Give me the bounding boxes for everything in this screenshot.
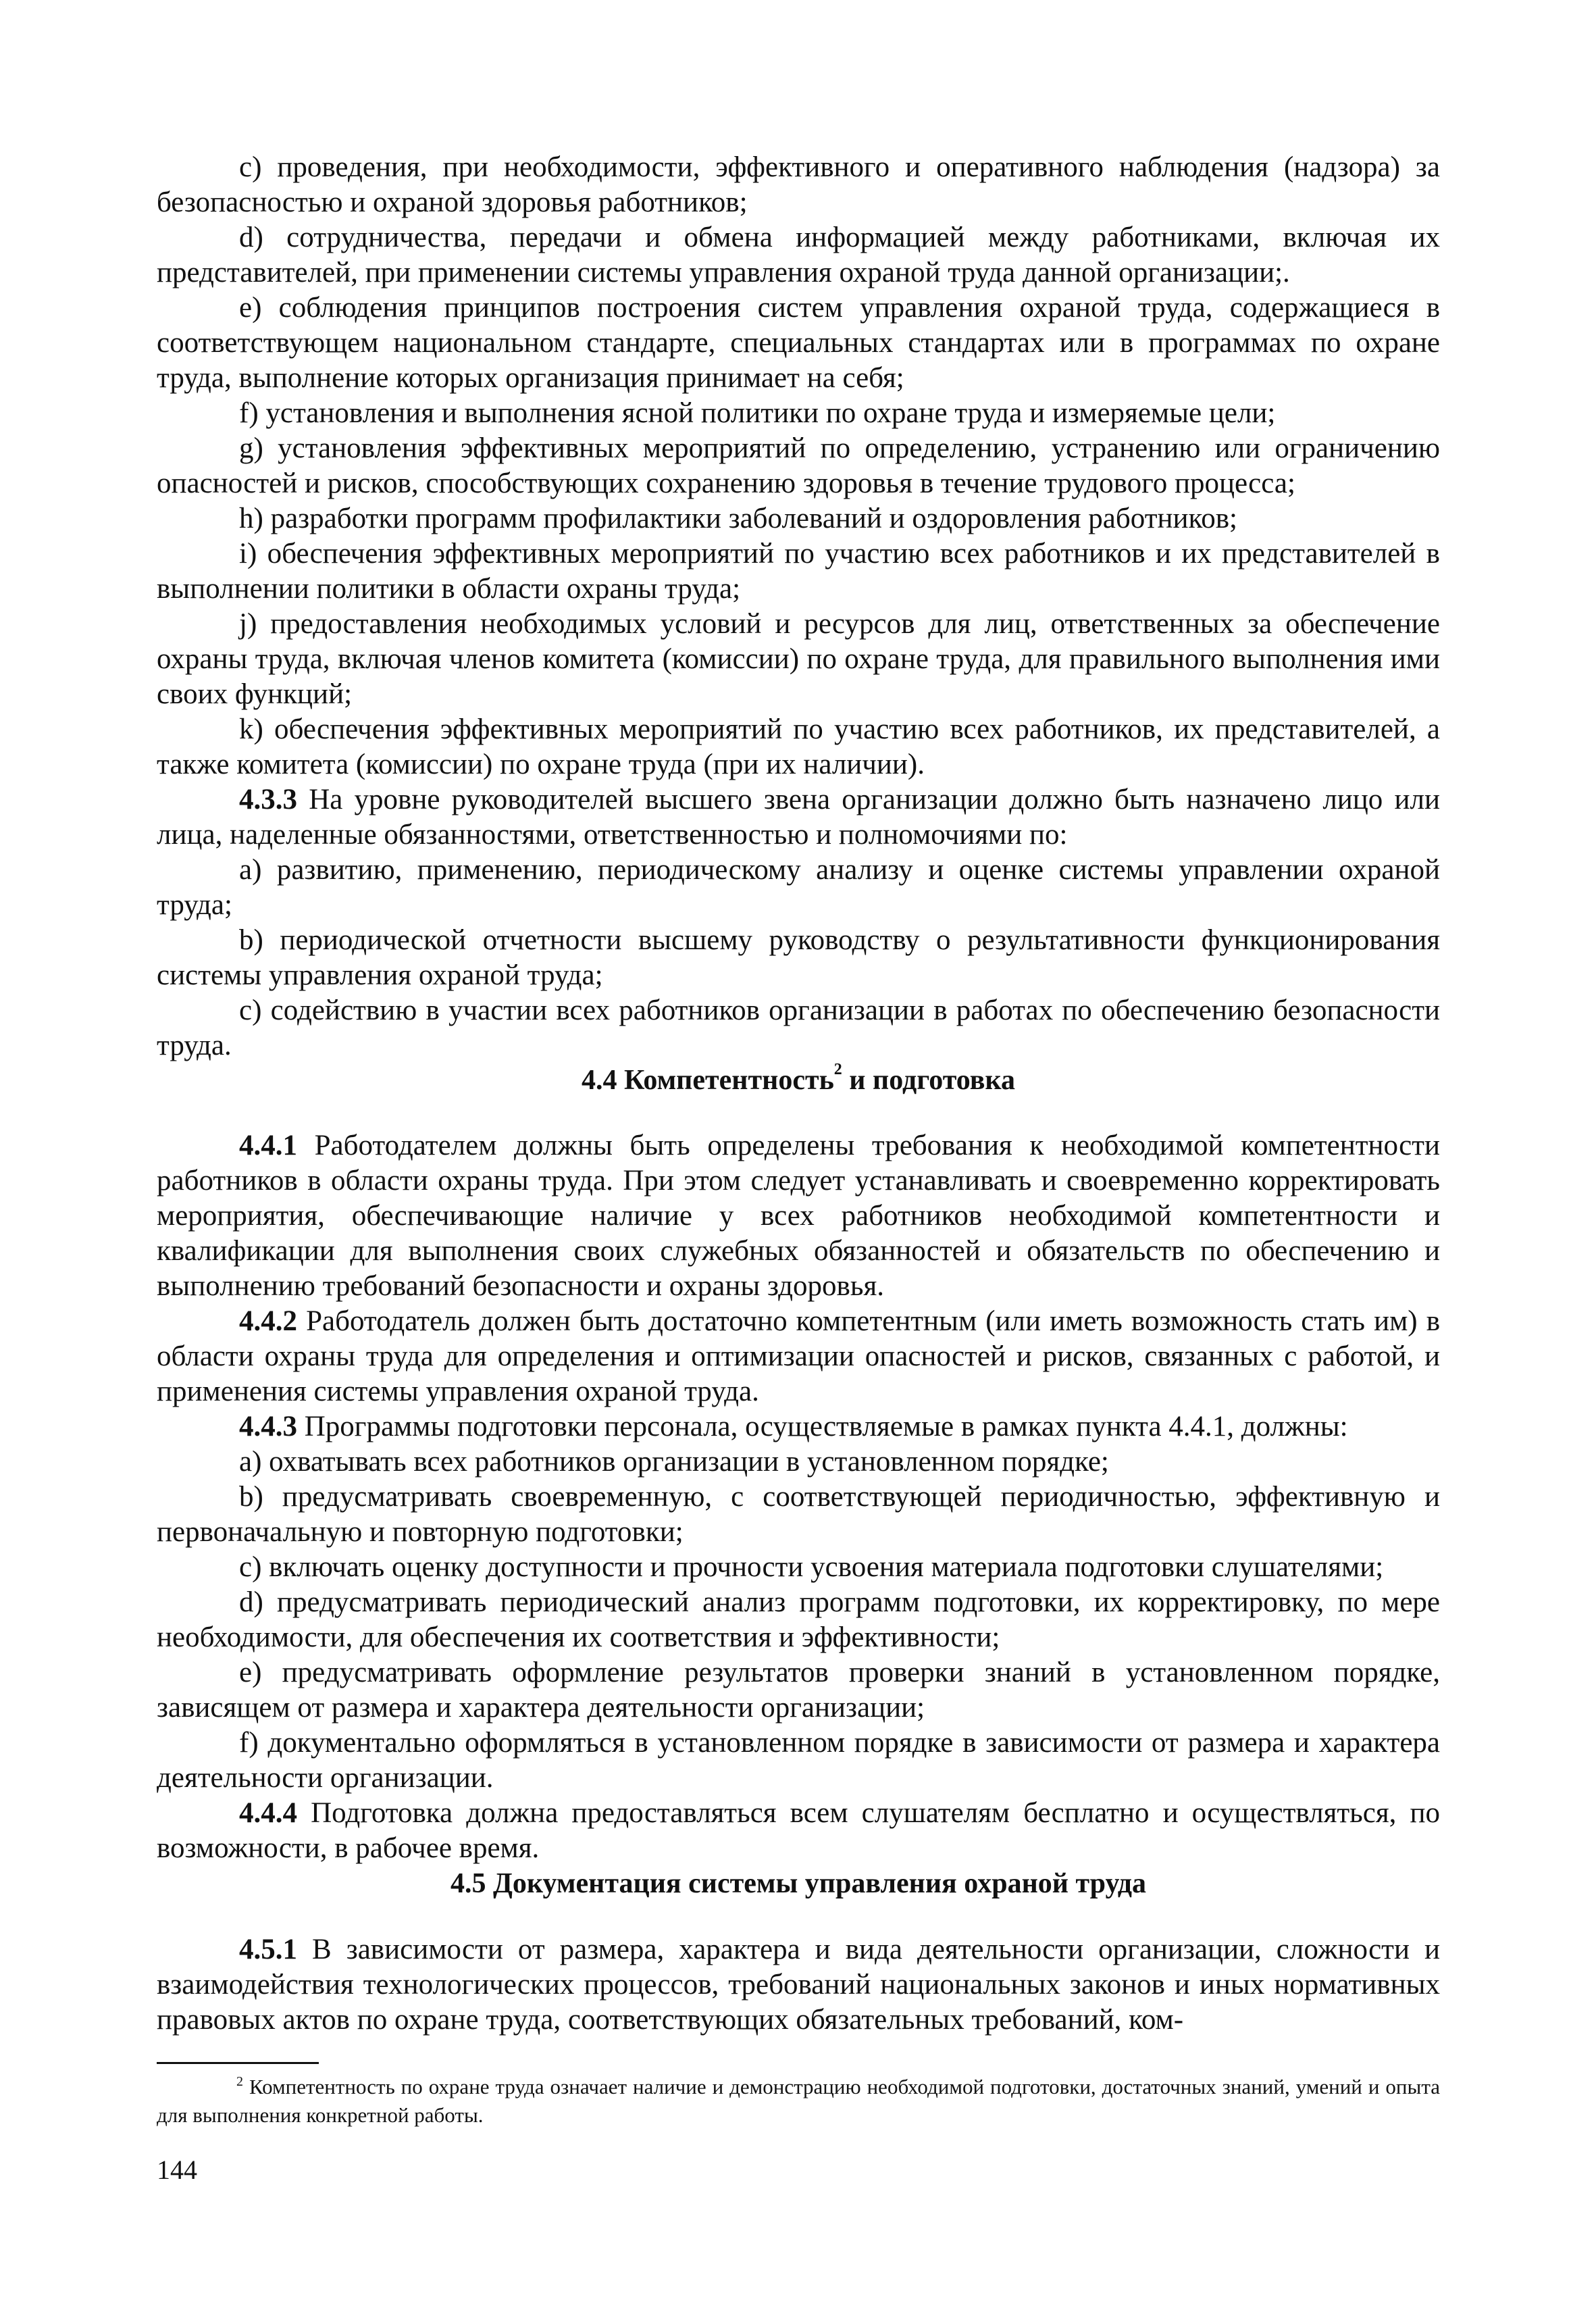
paragraph-4-4-3-f: f) документально оформляться в установленном порядке в зависимости от размера и характера деятельности организации. xyxy=(157,1727,1440,1794)
paragraph-h: h) разработки программ профилактики заболеваний и оздоровления работников; xyxy=(239,503,1237,534)
paragraph-4-3-3-b: b) периодической отчетности высшему руководству о результативности функционирования системы управления охраной труда; xyxy=(157,924,1440,991)
heading-text: 4.4 Компетентность xyxy=(582,1065,834,1096)
paragraph-4-3-3-a: а) развитию, применению, периодическому анализу и оценке системы управлении охраной труда; xyxy=(157,854,1440,921)
paragraph-j: j) предоставления необходимых условий и ресурсов для лиц, ответственных за обеспечение охраны труда, включая членов комитета (комиссии) по охране труда, для правильного выполнения ими своих функций; xyxy=(157,608,1440,710)
paragraph-4-4-3-c: с) включать оценку доступности и прочности усвоения материала подготовки слушателями; xyxy=(239,1551,1384,1583)
paragraph-4-3-3-c: с) содействию в участии всех работников организации в работах по обеспечению безопасности труда. xyxy=(157,995,1440,1061)
paragraph-f: f) установления и выполнения ясной политики по охране труда и измеряемые цели; xyxy=(239,397,1276,429)
clause-text: Работодатель должен быть достаточно компетентным (или иметь возможность стать им) в области охраны труда для определения и оптимизации опасностей и рисков, связанных с работой, и применения системы управления охраной труда. xyxy=(157,1305,1440,1407)
paragraph-4-3-3 xyxy=(157,782,1440,853)
paragraph-4-4-3 xyxy=(157,1409,1440,1444)
section-4-5-body xyxy=(157,1932,1440,2038)
page-number: 144 xyxy=(157,2155,197,2185)
paragraph-4-4-3-a: а) охватывать всех работников организации в установленном порядке; xyxy=(239,1446,1109,1478)
paragraph-g: g) установления эффективных мероприятий по определению, устранению или ограничению опасностей и рисков, способствующих сохранению здоровья в течение трудового процесса; xyxy=(157,432,1440,499)
section-heading-4-4 xyxy=(157,1063,1440,1098)
footnote-separator xyxy=(157,2062,319,2064)
paragraph-4-5-1 xyxy=(157,1932,1440,2038)
paragraph-d: d) сотрудничества, передачи и обмена информацией между работниками, включая их представителей, при применении системы управления охраной труда данной организации;. xyxy=(157,222,1440,288)
section-heading-4-5: 4.5 Документация системы управления охраной труда xyxy=(450,1868,1147,1899)
clause-number: 4.4.4 xyxy=(239,1797,297,1829)
clause-number: 4.4.1 xyxy=(239,1130,297,1161)
clause-text: Программы подготовки персонала, осуществляемые в рамках пункта 4.4.1, должны: xyxy=(297,1411,1348,1442)
paragraph-4-4-3-d: d) предусматривать периодический анализ программ подготовки, их корректировку, по мере необходимости, для обеспечения их соответствия и эффективности; xyxy=(157,1586,1440,1653)
footnote-reference: 2 xyxy=(833,1061,842,1078)
paragraph-c: с) проведения, при необходимости, эффективного и оперативного наблюдения (надзора) за безопасностью и охраной здоровья работников; xyxy=(157,151,1440,218)
section-4-4-body xyxy=(157,1128,1440,1866)
paragraph-i: i) обеспечения эффективных мероприятий по участию всех работников и их представителей в выполнении политики в области охраны труда; xyxy=(157,538,1440,605)
paragraph-e: е) соблюдения принципов построения систем управления охраной труда, содержащиеся в соответствующем национальном стандарте, специальных стандартах или в программах по охране труда, выполнение которых организация принимает на себя; xyxy=(157,292,1440,394)
paragraph-k: k) обеспечения эффективных мероприятий по участию всех работников, их представителей, а также комитета (комиссии) по охране труда (при их наличии). xyxy=(157,713,1440,780)
paragraph-4-4-3-e: е) предусматривать оформление результатов проверки знаний в установленном порядке, зависящем от размера и характера деятельности организации; xyxy=(157,1657,1440,1724)
heading-text-tail: и подготовка xyxy=(842,1065,1015,1096)
clause-number: 4.3.3 xyxy=(239,784,297,815)
footnote-mark: 2 xyxy=(236,2074,243,2089)
clause-number: 4.4.3 xyxy=(239,1411,297,1442)
paragraph-4-4-3-b: b) предусматривать своевременную, с соответствующей периодичностью, эффективную и первоначальную и повторную подготовки; xyxy=(157,1481,1440,1548)
footnote-text xyxy=(157,2073,1440,2130)
clause-text: Подготовка должна предоставляться всем слушателям бесплатно и осуществляться, по возможности, в рабочее время. xyxy=(157,1797,1440,1864)
clause-text: Работодателем должны быть определены требования к необходимой компетентности работников в области охраны труда. При этом следует устанавливать и своевременно корректировать мероприятия, обеспечивающие наличие у всех работников необходимой компетентности и квалификации для выполнения своих служебных обязанностей и обязательств по обеспечению и выполнению требований безопасности и охраны здоровья. xyxy=(157,1130,1440,1302)
footnote xyxy=(157,2073,1440,2130)
paragraph-4-4-2 xyxy=(157,1304,1440,1409)
footnote-body: Компетентность по охране труда означает наличие и демонстрацию необходимой подготовки, достаточных знаний, умений и опыта для выполнения конкретной работы. xyxy=(157,2075,1440,2127)
paragraph-4-4-1 xyxy=(157,1128,1440,1304)
section-4-3-continuation xyxy=(157,150,1440,1063)
clause-number: 4.4.2 xyxy=(239,1305,297,1337)
paragraph-4-4-4 xyxy=(157,1796,1440,1866)
clause-number: 4.5.1 xyxy=(239,1934,297,1965)
clause-text: В зависимости от размера, характера и вида деятельности организации, сложности и взаимодействия технологических процессов, требований национальных законов и иных нормативных правовых актов по охране труда, соответствующих обязательных требований, ком- xyxy=(157,1934,1440,2036)
clause-text: На уровне руководителей высшего звена организации должно быть назначено лицо или лица, наделенные обязанностями, ответственностью и полномочиями по: xyxy=(157,784,1440,851)
